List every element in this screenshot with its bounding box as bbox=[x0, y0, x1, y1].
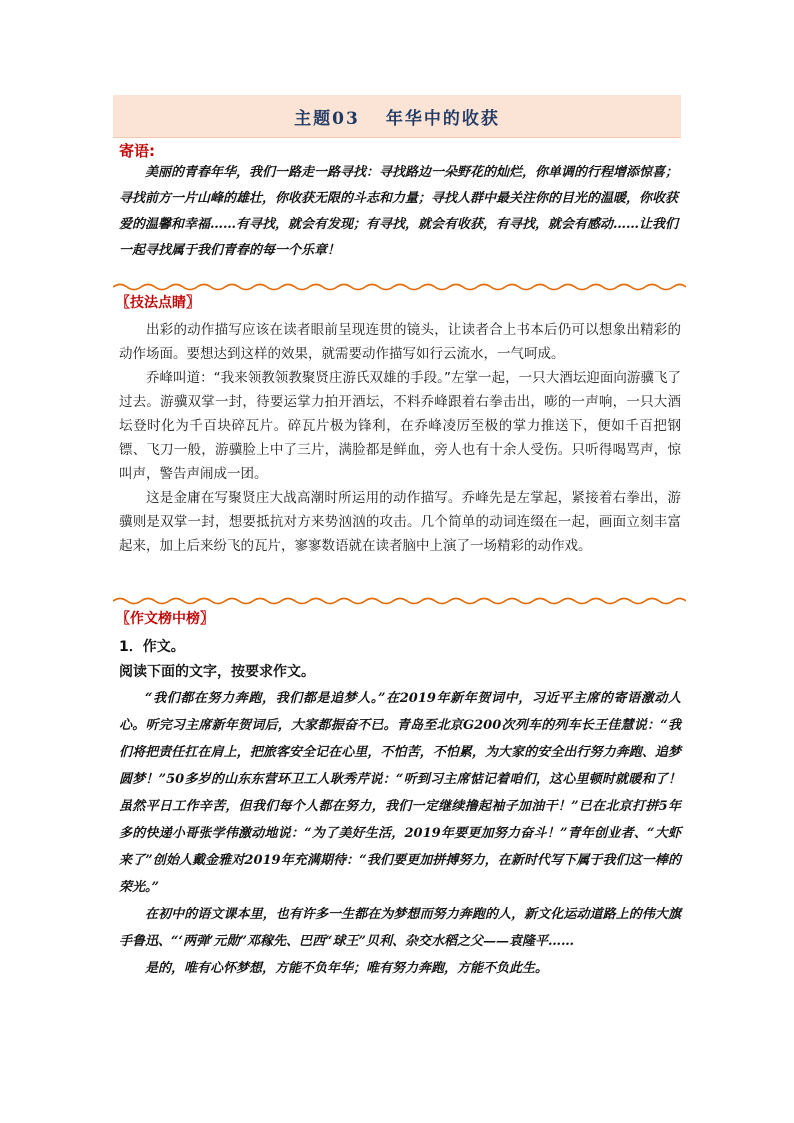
wavy-divider-1 bbox=[113, 282, 686, 292]
essay-paragraph: “我们都在努力奔跑，我们都是追梦人。”在2019年新年贺词中，习近平主席的寄语激动人心。听完习主席新年贺词后，大家都振奋不已。青岛至北京G200次列车的列车长王佳慧说：“我们将把责任扛在肩上，把旅客安全记在心里，不怕苦，不怕累，为大家的安全出行努力奔跑、追梦圆梦！”50多岁的山东东营环卫工人耿秀芹说：“听到习主席惦记着咱们，这心里顿时就暖和了！虽然平日工作辛苦，但我们每个人都在努力，我们一定继续撸起袖子加油干！”已在北京打拼5年多的快递小哥张学伟激动地说：“为了美好生活，2019年要更加努力奋斗！”青年创业者、“大虾来了”创始人戴金雅对2019年充满期待：“我们要更加拼搏努力，在新时代写下属于我们这一棒的荣光。” bbox=[119, 691, 681, 895]
skills-paragraph: 乔峰叫道：“我来领教领教聚贤庄游氏双雄的手段。”左掌一起，一只大酒坛迎面向游骥飞了过去。游骥双掌一封，待要运掌力拍开酒坛，不料乔峰跟着右拳击出，嘭的一声响，一只大酒坛登时化为千百块碎瓦片。碎瓦片极为锋利，在乔峰凌厉至极的掌力推送下，便如千百把钢镖、飞刀一般，游骥脸上中了三片，满脸都是鲜血，旁人也有十余人受伤。只听得喝骂声，惊叫声，警告声闹成一团。 bbox=[119, 370, 681, 482]
essay-material bbox=[119, 685, 681, 982]
task-number: 1．作文。 bbox=[119, 639, 185, 655]
intro-text: 美丽的青春年华，我们一路走一路寻找：寻找路边一朵野花的灿烂，你单调的行程增添惊喜；寻找前方一片山峰的雄壮，你收获无限的斗志和力量；寻找人群中最关注你的目光的温暖，你收获爱的温馨和幸福……有寻找，就会有发现；有寻找，就会有收获，有寻找，就会有感动……让我们一起寻找属于我们青春的每一个乐章！ bbox=[119, 165, 679, 258]
essay-paragraph: 是的，唯有心怀梦想，方能不负年华；唯有努力奔跑，方能不负此生。 bbox=[145, 961, 549, 976]
intro-label: 寄语: bbox=[119, 142, 155, 160]
wavy-line bbox=[113, 599, 686, 604]
essay-paragraph: 在初中的语文课本里，也有许多一生都在为梦想而努力奔跑的人，新文化运动道路上的伟大旗手鲁迅、“‘两弹’元勋”邓稼先、巴西“球王”贝利、杂交水稻之父——袁隆平…… bbox=[119, 907, 681, 949]
task-heading: 〖作文榜中榜〗 bbox=[116, 611, 214, 627]
skills-paragraph: 这是金庸在写聚贤庄大战高潮时所运用的动作描写。乔峰先是左掌起，紧接着右拳出，游骥则是双掌一封，想要抵抗对方来势汹汹的攻击。几个简单的动词连缀在一起，画面立刻丰富起来，加上后来纷飞的瓦片，寥寥数语就在读者脑中上演了一场精彩的动作戏。 bbox=[119, 490, 681, 554]
title-topic-name: 年华中的收获 bbox=[385, 108, 500, 129]
skills-paragraph: 出彩的动作描写应该在读者眼前呈现连贯的镜头，让读者合上书本后仍可以想象出精彩的动作场面。要想达到这样的效果，就需要动作描写如行云流水，一气呵成。 bbox=[119, 322, 681, 362]
wavy-line bbox=[113, 285, 686, 290]
task-instruction: 阅读下面的文字，按要求作文。 bbox=[119, 664, 315, 680]
title-topic-number: 主题03 bbox=[294, 108, 360, 129]
skills-body bbox=[119, 318, 681, 558]
page-title bbox=[113, 95, 681, 138]
wavy-divider-2 bbox=[113, 596, 686, 606]
skills-heading: 〖技法点睛〗 bbox=[116, 295, 200, 311]
